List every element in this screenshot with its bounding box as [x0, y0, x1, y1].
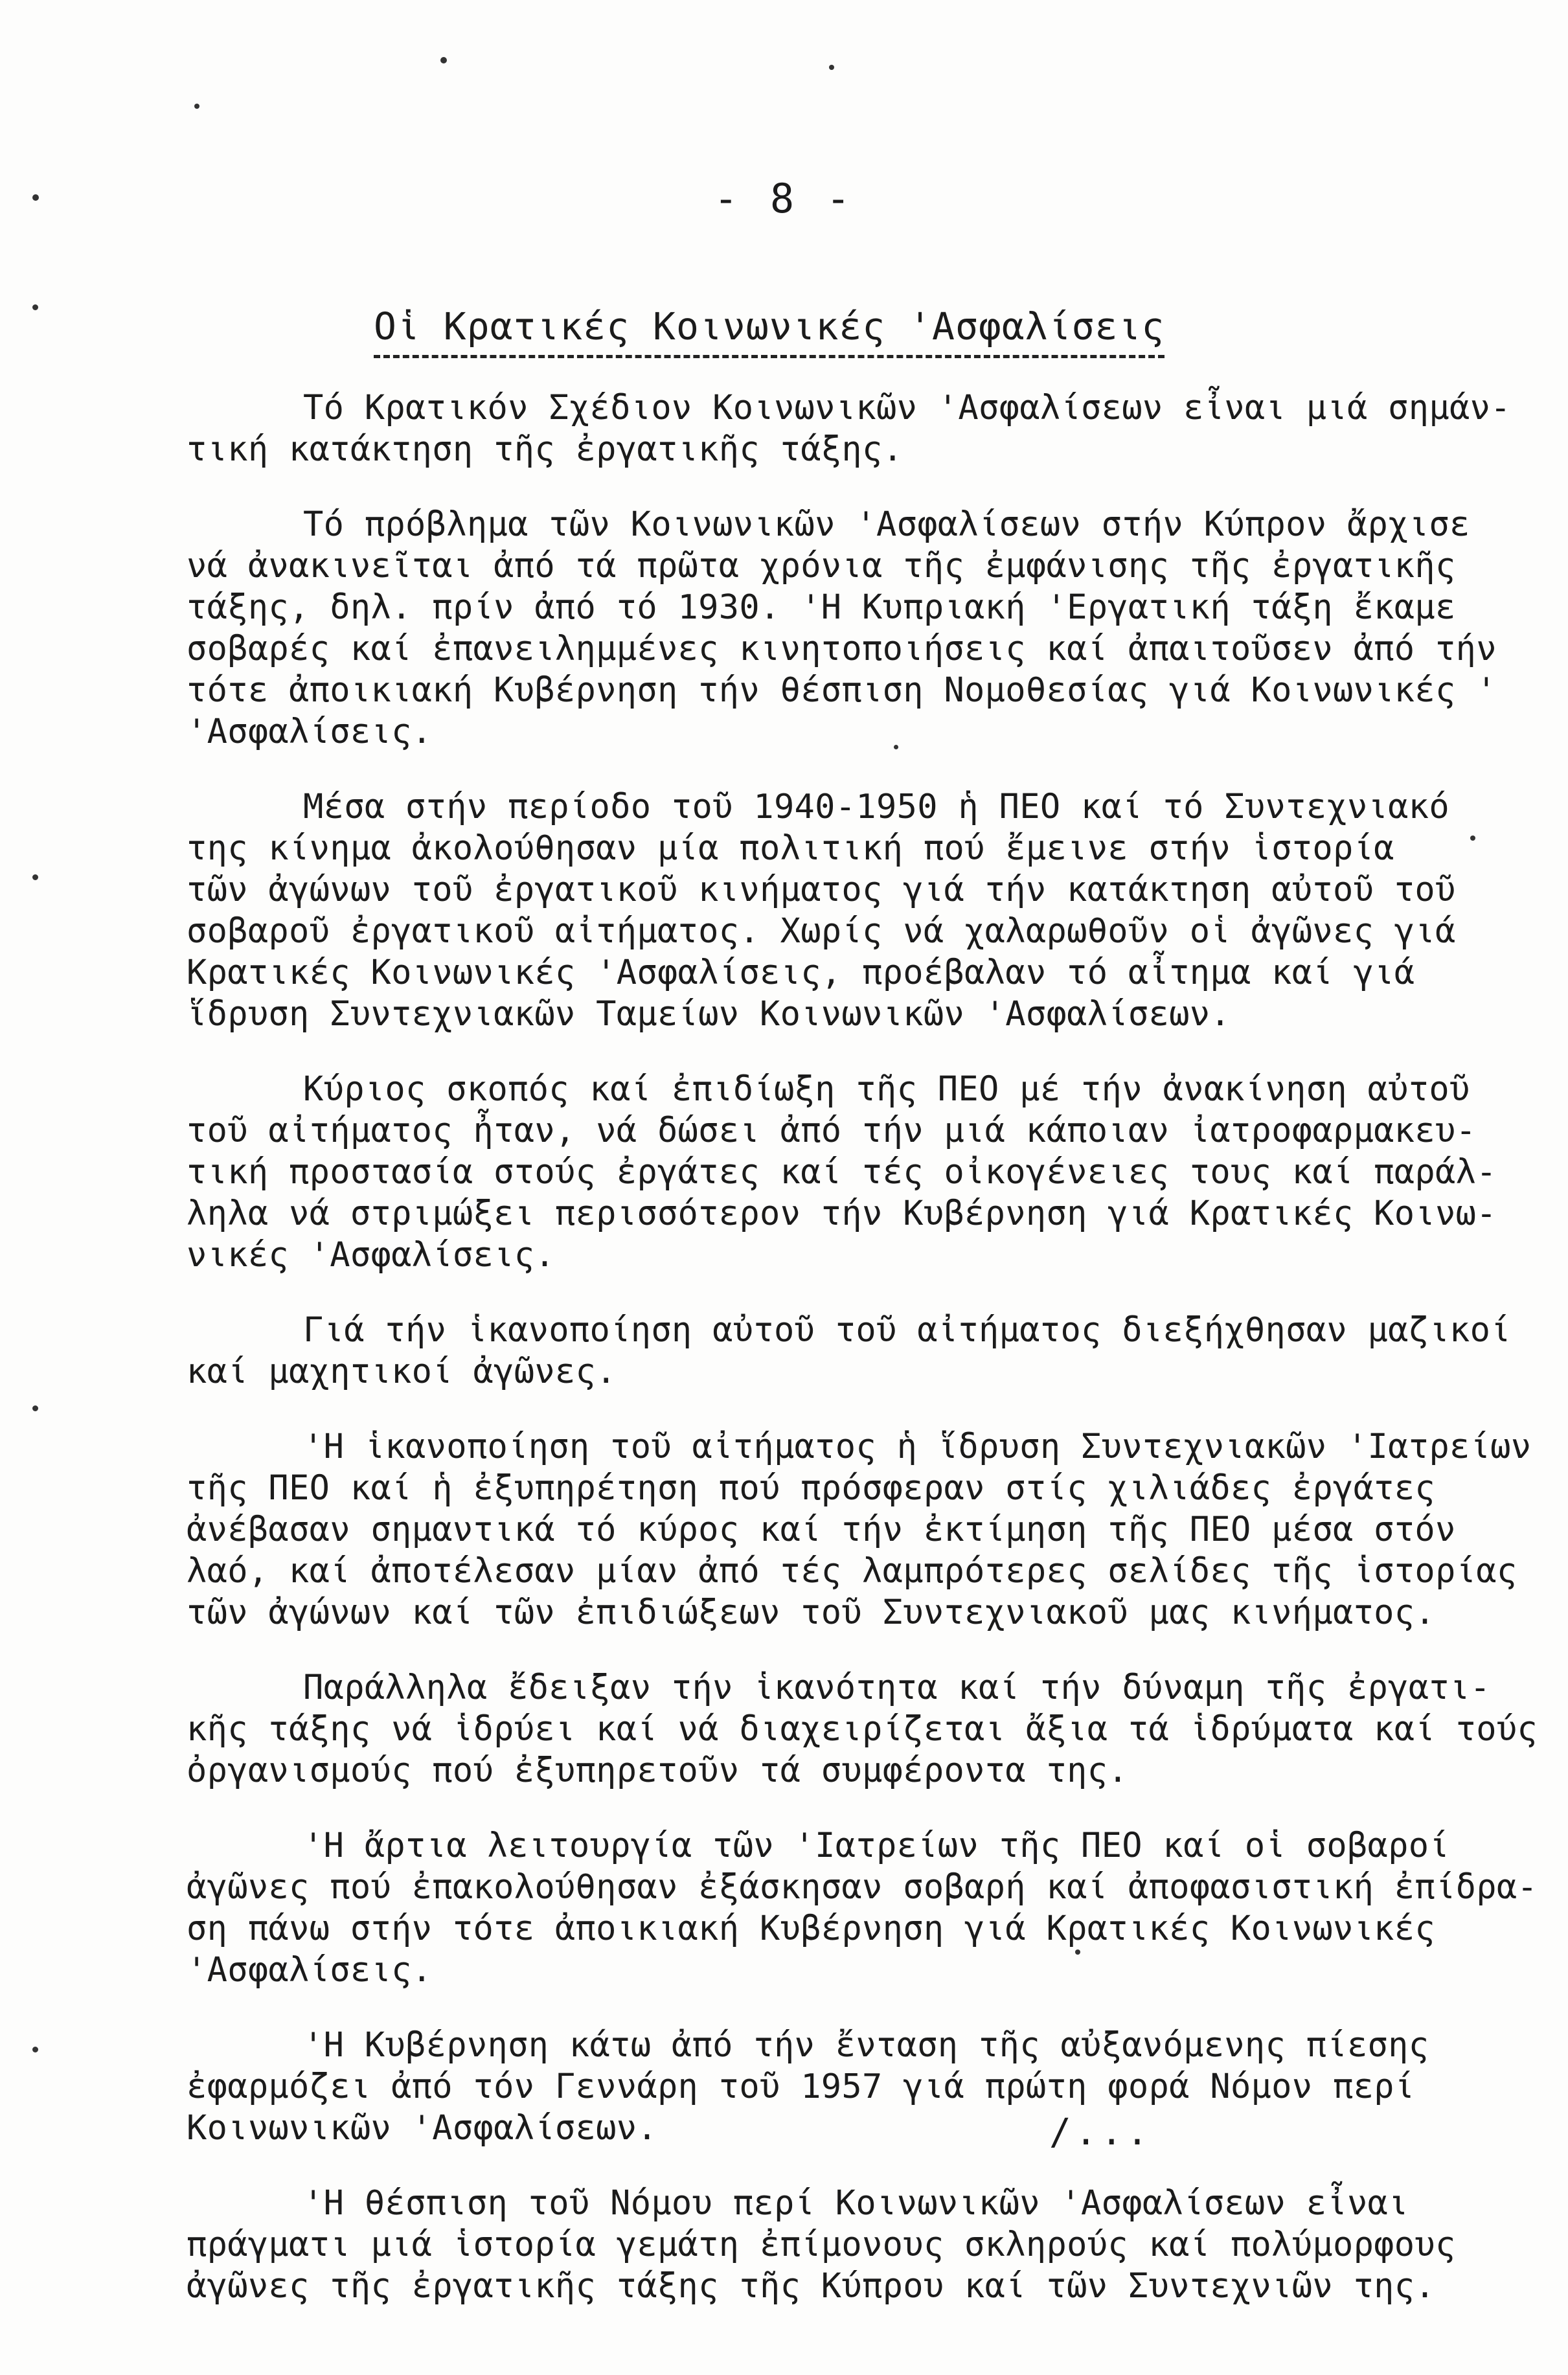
text-line: ἀνέβασαν σημαντικά τό κύρος καί τήν ἐκτίμηση τῆς ΠΕΟ μέσα στόν	[187, 1510, 1456, 1549]
body-text	[187, 387, 1538, 2341]
text-line: ση πάνω στήν τότε ἀποικιακή Κυβέρνηση γιά Κρατικές Κοινωνικές	[187, 1909, 1436, 1948]
continuation-mark: /...	[1049, 2111, 1152, 2153]
page-title: Οἱ Κρατικές Κοινωνικές 'Ασφαλίσεις	[374, 304, 1165, 358]
text-line: Παράλληλα ἔδειξαν τήν ἱκανότητα καί τήν δύναμη τῆς ἐργατι-	[303, 1668, 1491, 1707]
text-line: Κοινωνικῶν 'Ασφαλίσεων.	[187, 2109, 657, 2148]
text-line: ἵδρυση Συντεχνιακῶν Ταμείων Κοινωνικῶν 'Ασφαλίσεων.	[187, 995, 1231, 1034]
text-line: Τό πρόβλημα τῶν Κοινωνικῶν 'Ασφαλίσεων στήν Κύπρον ἄρχισε	[303, 505, 1470, 544]
text-line: Μέσα στήν περίοδο τοῦ 1940-1950 ἡ ΠΕΟ καί τό Συντεχνιακό	[303, 788, 1449, 826]
paragraph	[187, 387, 1511, 470]
text-line: τάξης, δηλ. πρίν ἀπό τό 1930. 'Η Κυπριακή 'Εργατική τάξη ἔκαμε	[187, 588, 1456, 627]
scan-speck	[440, 57, 447, 63]
paragraph	[187, 1069, 1497, 1276]
paragraph	[187, 504, 1497, 753]
text-line: 'Η ἱκανοποίηση τοῦ αἰτήματος ἡ ἵδρυση Συντεχνιακῶν 'Ιατρείων	[303, 1427, 1532, 1466]
paragraph	[187, 1825, 1538, 1991]
text-line: σοβαρές καί ἐπανειλημμένες κινητοποιήσεις καί ἀπαιτοῦσεν ἀπό τήν	[187, 630, 1497, 668]
text-line: ἀγῶνες πού ἐπακολούθησαν ἐξάσκησαν σοβαρή καί ἀποφασιστική ἐπίδρα-	[187, 1868, 1538, 1907]
scan-speck	[194, 104, 199, 109]
text-line: Κρατικές Κοινωνικές 'Ασφαλίσεις, προέβαλαν τό αἶτημα καί γιά	[187, 953, 1415, 992]
text-line: νικές 'Ασφαλίσεις.	[187, 1236, 555, 1275]
scan-speck	[32, 874, 38, 880]
text-line: λαό, καί ἀποτέλεσαν μίαν ἀπό τές λαμπρότερες σελίδες τῆς ἱστορίας	[187, 1552, 1517, 1591]
paragraph	[187, 1310, 1511, 1392]
text-line: της κίνημα ἀκολούθησαν μία πολιτική πού ἔμεινε στήν ἱστορία	[187, 829, 1394, 868]
scan-speck	[32, 304, 38, 310]
scan-speck	[32, 1405, 38, 1411]
text-line: 'Ασφαλίσεις.	[187, 1951, 433, 1990]
text-line: πράγματι μιά ἱστορία γεμάτη ἐπίμονους σκληρούς καί πολύμορφους	[187, 2225, 1456, 2264]
paragraph	[187, 2183, 1482, 2307]
text-line: Κύριος σκοπός καί ἐπιδίωξη τῆς ΠΕΟ μέ τήν ἀνακίνηση αὐτοῦ	[303, 1070, 1470, 1109]
text-line: τική προστασία στούς ἐργάτες καί τές οἰκογένειες τους καί παράλ-	[187, 1153, 1497, 1192]
text-line: 'Ασφαλίσεις.	[187, 712, 433, 751]
text-line: ληλα νά στριμώξει περισσότερον τήν Κυβέρνηση γιά Κρατικές Κοινω-	[187, 1194, 1497, 1233]
text-line: τῶν ἀγώνων τοῦ ἐργατικοῦ κινήματος γιά τήν κατάκτηση αὐτοῦ τοῦ	[187, 870, 1456, 909]
text-line: τική κατάκτηση τῆς ἐργατικῆς τάξης.	[187, 430, 903, 469]
text-line: ἀγῶνες τῆς ἐργατικῆς τάξης τῆς Κύπρου καί τῶν Συντεχνιῶν της.	[187, 2267, 1436, 2306]
text-line: καί μαχητικοί ἀγῶνες.	[187, 1352, 617, 1391]
page-number: - 8 -	[714, 175, 854, 222]
text-line: κῆς τάξης νά ἱδρύει καί νά διαχειρίζεται ἄξια τά ἱδρύματα καί τούς	[187, 1710, 1538, 1749]
paragraph	[187, 2025, 1482, 2149]
text-line: τοῦ αἰτήματος ἦταν, νά δώσει ἀπό τήν μιά κάποιαν ἰατροφαρμακευ-	[187, 1111, 1477, 1150]
text-line: σοβαροῦ ἐργατικοῦ αἰτήματος. Χωρίς νά χαλαρωθοῦν οἱ ἀγῶνες γιά	[187, 912, 1456, 951]
paragraph	[187, 1426, 1532, 1633]
scan-speck	[32, 2047, 38, 2052]
text-line: τότε ἀποικιακή Κυβέρνηση τήν θέσπιση Νομοθεσίας γιά Κοινωνικές '	[187, 671, 1497, 710]
text-line: 'Η θέσπιση τοῦ Νόμου περί Κοινωνικῶν 'Ασφαλίσεων εἶναι	[303, 2184, 1409, 2223]
text-line: τῶν ἀγώνων καί τῶν ἐπιδιώξεων τοῦ Συντεχνιακοῦ μας κινήματος.	[187, 1593, 1436, 1632]
text-line: 'Η ἄρτια λειτουργία τῶν 'Ιατρείων τῆς ΠΕΟ καί οἱ σοβαροί	[303, 1826, 1449, 1865]
text-line: ἐφαρμόζει ἀπό τόν Γεννάρη τοῦ 1957 γιά πρώτη φορά Νόμον περί	[187, 2067, 1415, 2106]
paragraph	[187, 1667, 1538, 1791]
text-line: Γιά τήν ἱκανοποίηση αὐτοῦ τοῦ αἰτήματος διεξήχθησαν μαζικοί	[303, 1311, 1511, 1350]
text-line: νά ἀνακινεῖται ἀπό τά πρῶτα χρόνια τῆς ἐμφάνισης τῆς ἐργατικῆς	[187, 547, 1456, 585]
paragraph	[187, 786, 1482, 1035]
text-line: Τό Κρατικόν Σχέδιον Κοινωνικῶν 'Ασφαλίσεων εἶναι μιά σημάν-	[303, 389, 1511, 427]
scan-speck	[829, 65, 834, 70]
text-line: τῆς ΠΕΟ καί ἡ ἐξυπηρέτηση πού πρόσφεραν στίς χιλιάδες ἐργάτες	[187, 1469, 1436, 1508]
text-line: 'Η Κυβέρνηση κάτω ἀπό τήν ἔνταση τῆς αὐξανόμενης πίεσης	[303, 2026, 1429, 2065]
text-line: ὀργανισμούς πού ἐξυπηρετοῦν τά συμφέροντα της.	[187, 1751, 1128, 1790]
